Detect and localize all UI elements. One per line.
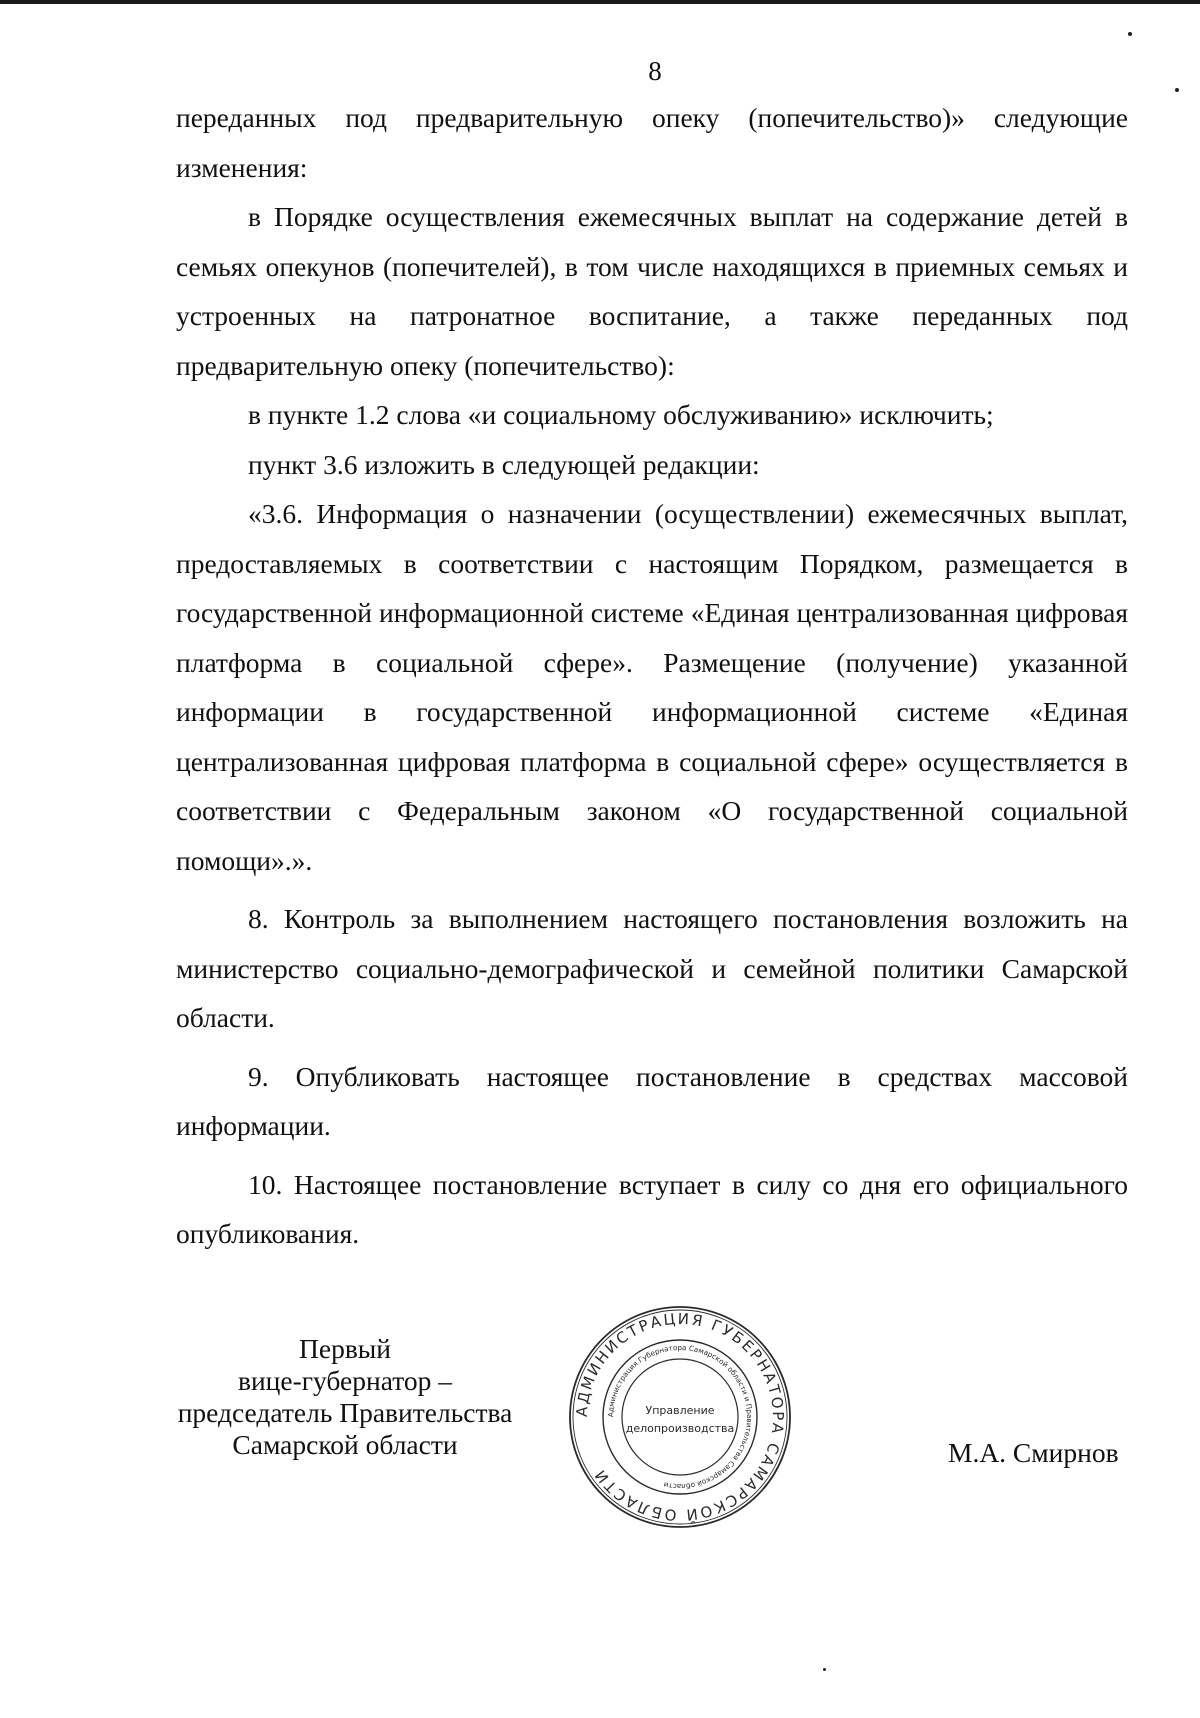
- signer-title-line: вице-губернатор –: [237, 1365, 453, 1396]
- page-top-border: [0, 0, 1200, 4]
- paragraph-point-1-2: в пункте 1.2 слова «и социальному обслуживанию» исключить;: [248, 399, 994, 430]
- paragraph-continuation: переданных под предварительную опеку (попечительство)» следующие изменения:: [176, 102, 1128, 183]
- scan-speck: [1175, 88, 1179, 92]
- stamp-inner-ring: [622, 1359, 738, 1475]
- signer-title-line: председатель Правительства: [177, 1397, 513, 1428]
- stamp-center-line-2: делопроизводства: [625, 1422, 735, 1435]
- document-body: [176, 93, 1128, 1259]
- signer-title-line: Самарской области: [232, 1429, 458, 1460]
- scan-speck: [823, 1668, 826, 1671]
- paragraph-item-8: 8. Контроль за выполнением настоящего постановления возложить на министерство социально-демографической и семейной политики Самарской области.: [176, 903, 1128, 1033]
- signer-title-line: Первый: [299, 1333, 391, 1364]
- paragraph-point-3-6-text: «3.6. Информация о назначении (осуществлении) ежемесячных выплат, предоставляемых в соответствии с настоящим Порядком, размещается в государственной информационной системе «Единая централизованная цифровая платформа в социальной сфере». Размещение (получение) указанной информации в государственной информационной системе «Единая централизованная цифровая платформа в социальной сфере» осуществляется в соответствии с Федеральным законом «О государственной социальной помощи».».: [176, 498, 1128, 876]
- page-number: 8: [648, 56, 662, 86]
- stamp-inner-text: Администрация Губернатора Самарской области и Правительства Самарской области: [605, 1342, 755, 1492]
- signer-title: [150, 1333, 540, 1461]
- official-stamp: [565, 1302, 795, 1532]
- paragraph-point-3-6-intro: пункт 3.6 изложить в следующей редакции:: [248, 448, 760, 480]
- stamp-center-line-1: Управление: [645, 1404, 715, 1417]
- paragraph-item-9: 9. Опубликовать настоящее постановление в средствах массовой информации.: [176, 1060, 1128, 1141]
- stamp-middle-ring: [603, 1340, 757, 1494]
- scan-speck: [1128, 32, 1132, 36]
- signer-name: М.А. Смирнов: [948, 1437, 1119, 1468]
- paragraph-item-10: 10. Настоящее постановление вступает в силу со дня его официального опубликования.: [176, 1168, 1128, 1249]
- stamp-outer-text: АДМИНИСТРАЦИЯ ГУБЕРНАТОРА САМАРСКОЙ ОБЛАСТИ: [572, 1309, 788, 1525]
- paragraph-procedure-amendment: в Порядке осуществления ежемесячных выплат на содержание детей в семьях опекунов (попечителей), в том числе находящихся в приемных семьях и устроенных на патронатное воспитание, а также переданных под предварительную опеку (попечительство):: [176, 201, 1128, 381]
